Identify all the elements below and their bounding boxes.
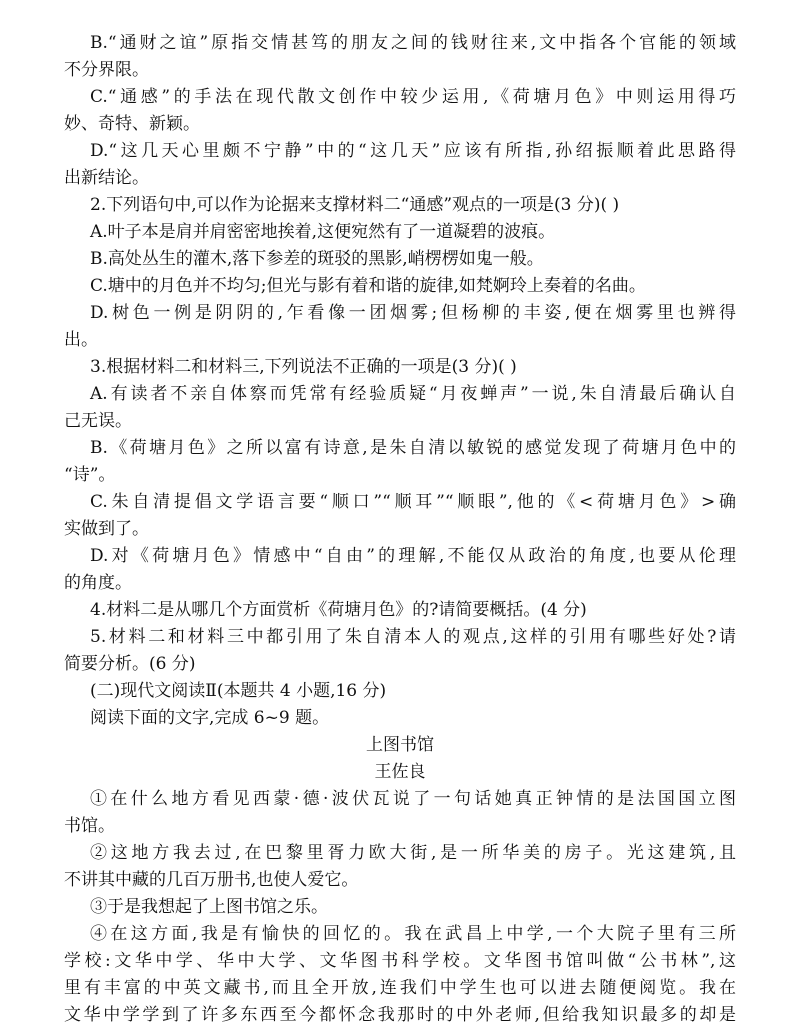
text-line: 阅读下面的文字,完成 6~9 题。 [90, 708, 330, 728]
text-line: B.“通财之谊”原指交情甚笃的朋友之间的钱财往来,文中指各个官能的领域 [90, 33, 736, 53]
text-line: 4.材料二是从哪几个方面赏析《荷塘月色》的?请简要概括。(4 分) [90, 600, 587, 620]
text-line: ②这地方我去过,在巴黎里胥力欧大街,是一所华美的房子。光这建筑,且 [90, 843, 736, 863]
text-line: D.“这几天心里颇不宁静”中的“这几天”应该有所指,孙绍振顺着此思路得 [90, 141, 736, 161]
text-line: (二)现代文阅读Ⅱ(本题共 4 小题,16 分) [90, 681, 387, 701]
text-line: 出。 [64, 330, 98, 350]
text-line: 的角度。 [64, 573, 132, 593]
text-line: B.《荷塘月色》之所以富有诗意,是朱自清以敏锐的感觉发现了荷塘月色中的 [90, 438, 736, 458]
text-line: 妙、奇特、新颖。 [64, 114, 200, 134]
text-line: 不分界限。 [64, 60, 149, 80]
text-line: 文华中学学到了许多东西至今都怀念我那时的中外老师,但给我知识最多的却是 [64, 1005, 736, 1025]
text-line: C.塘中的月色并不均匀;但光与影有着和谐的旋律,如梵婀玲上奏着的名曲。 [90, 276, 646, 296]
text-line: A.有读者不亲自体察而凭常有经验质疑“月夜蝉声”一说,朱自清最后确认自 [90, 384, 736, 404]
text-line: ③于是我想起了上图书馆之乐。 [90, 897, 328, 917]
text-line: ④在这方面,我是有愉快的回忆的。我在武昌上中学,一个大院子里有三所 [90, 924, 736, 944]
text-line: 3.根据材料二和材料三,下列说法不正确的一项是(3 分)( ) [90, 357, 517, 377]
text-line: “诗”。 [64, 465, 116, 485]
text-line: A.叶子本是肩并肩密密地挨着,这便宛然有了一道凝碧的波痕。 [90, 222, 556, 242]
text-line: ①在什么地方看见西蒙·德·波伏瓦说了一句话她真正钟情的是法国国立图 [90, 789, 736, 809]
document-page [64, 30, 736, 1029]
text-line: 简要分析。(6 分) [64, 654, 196, 674]
text-line: 实做到了。 [64, 519, 149, 539]
text-line: C.“通感”的手法在现代散文创作中较少运用,《荷塘月色》中则运用得巧 [90, 87, 736, 107]
text-line: 里有丰富的中英文藏书,而且全开放,连我们中学生也可以进去随便阅览。我在 [64, 978, 736, 998]
text-line: 不讲其中藏的几百万册书,也使人爱它。 [64, 870, 359, 890]
text-line: 学校:文华中学、华中大学、文华图书科学校。文华图书馆叫做“公书林”,这 [64, 951, 736, 971]
text-line: B.高处丛生的灌木,落下参差的斑驳的黑影,峭楞楞如鬼一般。 [90, 249, 544, 269]
text-line: 己无误。 [64, 411, 132, 431]
text-line: 书馆。 [64, 816, 115, 836]
text-line: C.朱自清提倡文学语言要“顺口”“顺耳”“顺眼”,他的《<荷塘月色》>确 [90, 492, 736, 512]
heading-line: 上图书馆 [366, 735, 434, 755]
text-line: 出新结论。 [64, 168, 149, 188]
text-line: 2.下列语句中,可以作为论据来支撑材料二“通感”观点的一项是(3 分)( ) [90, 195, 620, 215]
text-line: D.树色一例是阴阴的,乍看像一团烟雾;但杨柳的丰姿,便在烟雾里也辨得 [90, 303, 736, 323]
text-line: D.对《荷塘月色》情感中“自由”的理解,不能仅从政治的角度,也要从伦理 [90, 546, 736, 566]
text-line: 5.材料二和材料三中都引用了朱自清本人的观点,这样的引用有哪些好处?请 [90, 627, 736, 647]
heading-line: 王佐良 [374, 762, 426, 782]
